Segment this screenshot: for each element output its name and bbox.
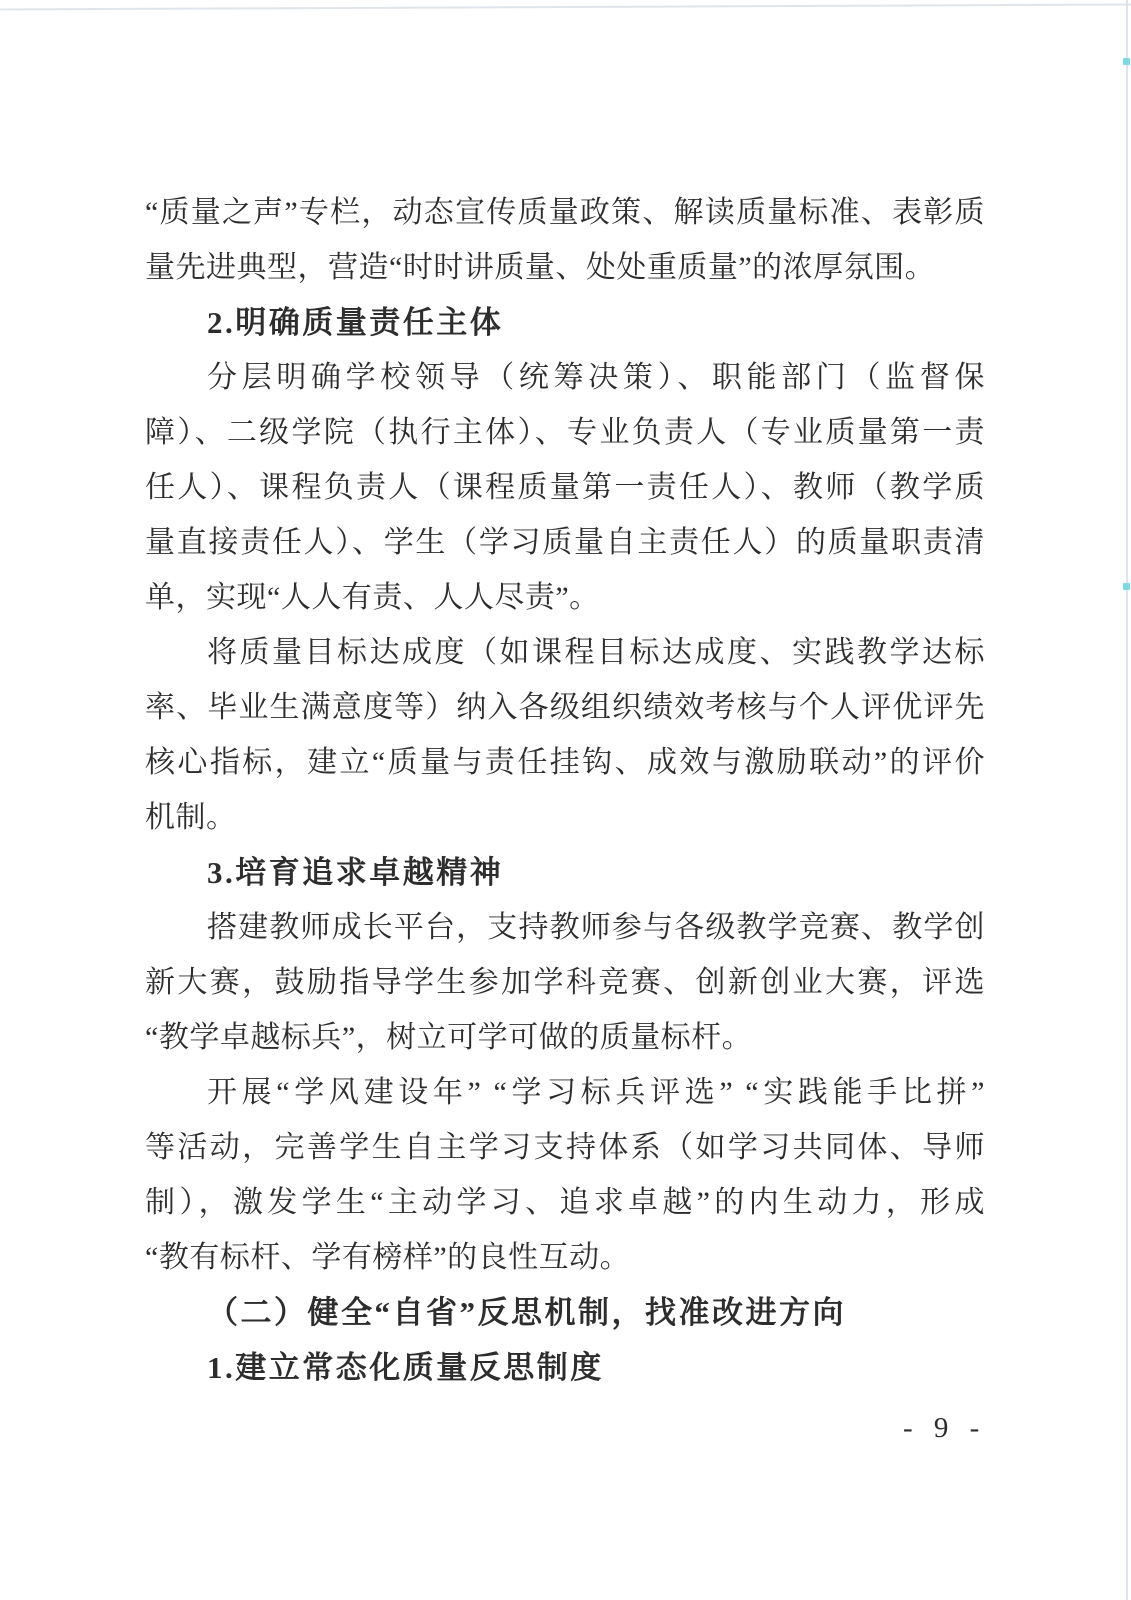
heading-line: 2.明确质量责任主体 [207,305,504,340]
scan-artifact-edge-tick [1123,58,1130,65]
paragraph-line: 搭建教师成长平台，支持教师参与各级教学竞赛、教学创 [207,911,985,944]
paragraph-line: 单，实现“人人有责、人人尽责”。 [145,581,600,614]
paragraph-line: “质量之声”专栏，动态宣传质量政策、解读质量标准、表彰质 [145,196,985,229]
paragraph-line: “教有标杆、学有榜样”的良性互动。 [145,1241,631,1274]
paragraph-line: 核心指标，建立“质量与责任挂钩、成效与激励联动”的评价 [145,746,985,779]
heading-line: 1.建立常态化质量反思制度 [207,1350,604,1385]
paragraph-line: 任人）、课程负责人（课程质量第一责任人）、教师（教学质 [145,471,985,504]
page-number: - 9 - [903,1412,987,1444]
paragraph-line: “教学卓越标兵”，树立可学可做的质量标杆。 [145,1021,753,1054]
scan-artifact-edge-line [1126,0,1128,1600]
paragraph-line: 新大赛，鼓励指导学生参加学科竞赛、创新创业大赛，评选 [145,966,985,999]
paragraph-line: 障）、二级学院（执行主体）、专业负责人（专业质量第一责 [145,416,985,449]
paragraph-line: 将质量目标达成度（如课程目标达成度、实践教学达标 [207,636,985,669]
page-body [145,185,985,1395]
heading-line: 3.培育追求卓越精神 [207,855,504,890]
paragraph-line: 量先进典型，营造“时时讲质量、处处重质量”的浓厚氛围。 [145,251,936,284]
paragraph-line: 开展“学风建设年” “学习标兵评选” “实践能手比拼” [207,1076,985,1109]
paragraph-line: 制），激发学生“主动学习、追求卓越”的内生动力，形成 [145,1186,985,1219]
paragraph-line: 分层明确学校领导（统筹决策）、职能部门（监督保 [207,361,985,394]
scan-artifact-edge-tick [1123,583,1130,590]
paragraph-line: 等活动，完善学生自主学习支持体系（如学习共同体、导师 [145,1131,985,1164]
scan-artifact-top-line [0,3,1131,10]
paragraph-line: 率、毕业生满意度等）纳入各级组织绩效考核与个人评优评先 [145,691,985,724]
heading-line: （二）健全“自省”反思机制，找准改进方向 [207,1295,846,1330]
paragraph-line: 量直接责任人）、学生（学习质量自主责任人）的质量职责清 [145,526,985,559]
paragraph-line: 机制。 [145,801,237,834]
